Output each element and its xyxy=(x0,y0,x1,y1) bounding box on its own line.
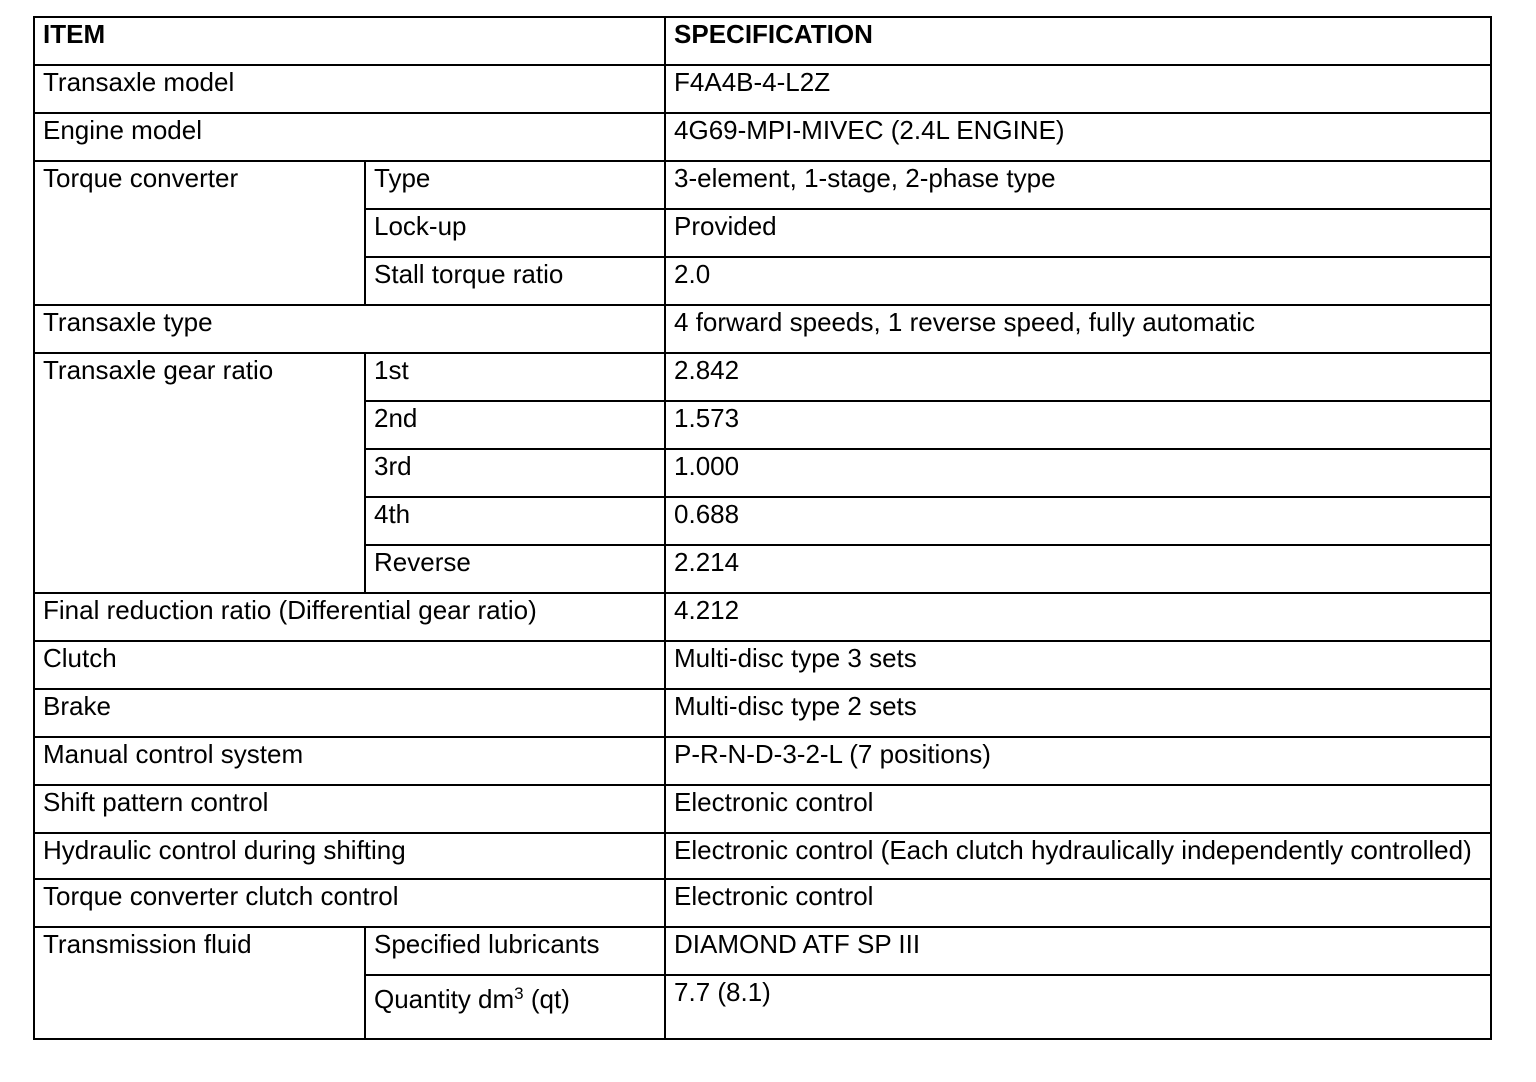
sub-label: 2nd xyxy=(365,401,665,449)
table-row xyxy=(34,879,1491,927)
row-value: 3-element, 1-stage, 2-phase type xyxy=(665,161,1491,209)
sub-label: 1st xyxy=(365,353,665,401)
table-row xyxy=(34,641,1491,689)
header-row xyxy=(34,17,1491,65)
row-value: 1.000 xyxy=(665,449,1491,497)
row-value: Multi-disc type 3 sets xyxy=(665,641,1491,689)
row-value: Electronic control xyxy=(665,879,1491,927)
sub-label xyxy=(365,975,665,1039)
table-row xyxy=(34,305,1491,353)
table-row xyxy=(34,113,1491,161)
row-label: Brake xyxy=(34,689,665,737)
row-value: Electronic control xyxy=(665,785,1491,833)
group-label: Torque converter xyxy=(34,161,365,305)
header-specification: SPECIFICATION xyxy=(665,17,1491,65)
row-label: Shift pattern control xyxy=(34,785,665,833)
table-row xyxy=(34,785,1491,833)
row-value: 4 forward speeds, 1 reverse speed, fully automatic xyxy=(665,305,1491,353)
row-value: 2.842 xyxy=(665,353,1491,401)
group-label: Transmission fluid xyxy=(34,927,365,1039)
quantity-label-unit: (qt) xyxy=(523,984,570,1014)
quantity-label-text: Quantity dm xyxy=(374,984,515,1014)
row-label: Hydraulic control during shifting xyxy=(34,833,665,879)
row-value: 0.688 xyxy=(665,497,1491,545)
sub-label: Lock-up xyxy=(365,209,665,257)
sub-label: 4th xyxy=(365,497,665,545)
row-value: 4.212 xyxy=(665,593,1491,641)
table-row xyxy=(34,689,1491,737)
row-value: Multi-disc type 2 sets xyxy=(665,689,1491,737)
row-label: Transaxle type xyxy=(34,305,665,353)
row-label: Torque converter clutch control xyxy=(34,879,665,927)
sub-label: Reverse xyxy=(365,545,665,593)
table-row xyxy=(34,927,1491,975)
table-row xyxy=(34,161,1491,209)
row-value: F4A4B-4-L2Z xyxy=(665,65,1491,113)
row-label: Engine model xyxy=(34,113,665,161)
sub-label: Type xyxy=(365,161,665,209)
row-value: Provided xyxy=(665,209,1491,257)
table-row xyxy=(34,65,1491,113)
row-label: Final reduction ratio (Differential gear ratio) xyxy=(34,593,665,641)
row-value: 2.214 xyxy=(665,545,1491,593)
row-value: 7.7 (8.1) xyxy=(665,975,1491,1039)
table-row xyxy=(34,593,1491,641)
row-label: Clutch xyxy=(34,641,665,689)
sub-label: 3rd xyxy=(365,449,665,497)
row-label: Transaxle model xyxy=(34,65,665,113)
row-value: 4G69-MPI-MIVEC (2.4L ENGINE) xyxy=(665,113,1491,161)
row-value: 1.573 xyxy=(665,401,1491,449)
table-row xyxy=(34,737,1491,785)
row-label: Manual control system xyxy=(34,737,665,785)
row-value: DIAMOND ATF SP III xyxy=(665,927,1491,975)
sub-label: Stall torque ratio xyxy=(365,257,665,305)
specification-table xyxy=(33,16,1492,1040)
sub-label: Specified lubricants xyxy=(365,927,665,975)
table-row xyxy=(34,833,1491,879)
group-label: Transaxle gear ratio xyxy=(34,353,365,593)
row-value: P-R-N-D-3-2-L (7 positions) xyxy=(665,737,1491,785)
quantity-label-exponent: 3 xyxy=(514,984,524,1003)
row-value: Electronic control (Each clutch hydraulically independently controlled) xyxy=(665,833,1491,879)
row-value: 2.0 xyxy=(665,257,1491,305)
header-item: ITEM xyxy=(34,17,665,65)
table-row xyxy=(34,353,1491,401)
